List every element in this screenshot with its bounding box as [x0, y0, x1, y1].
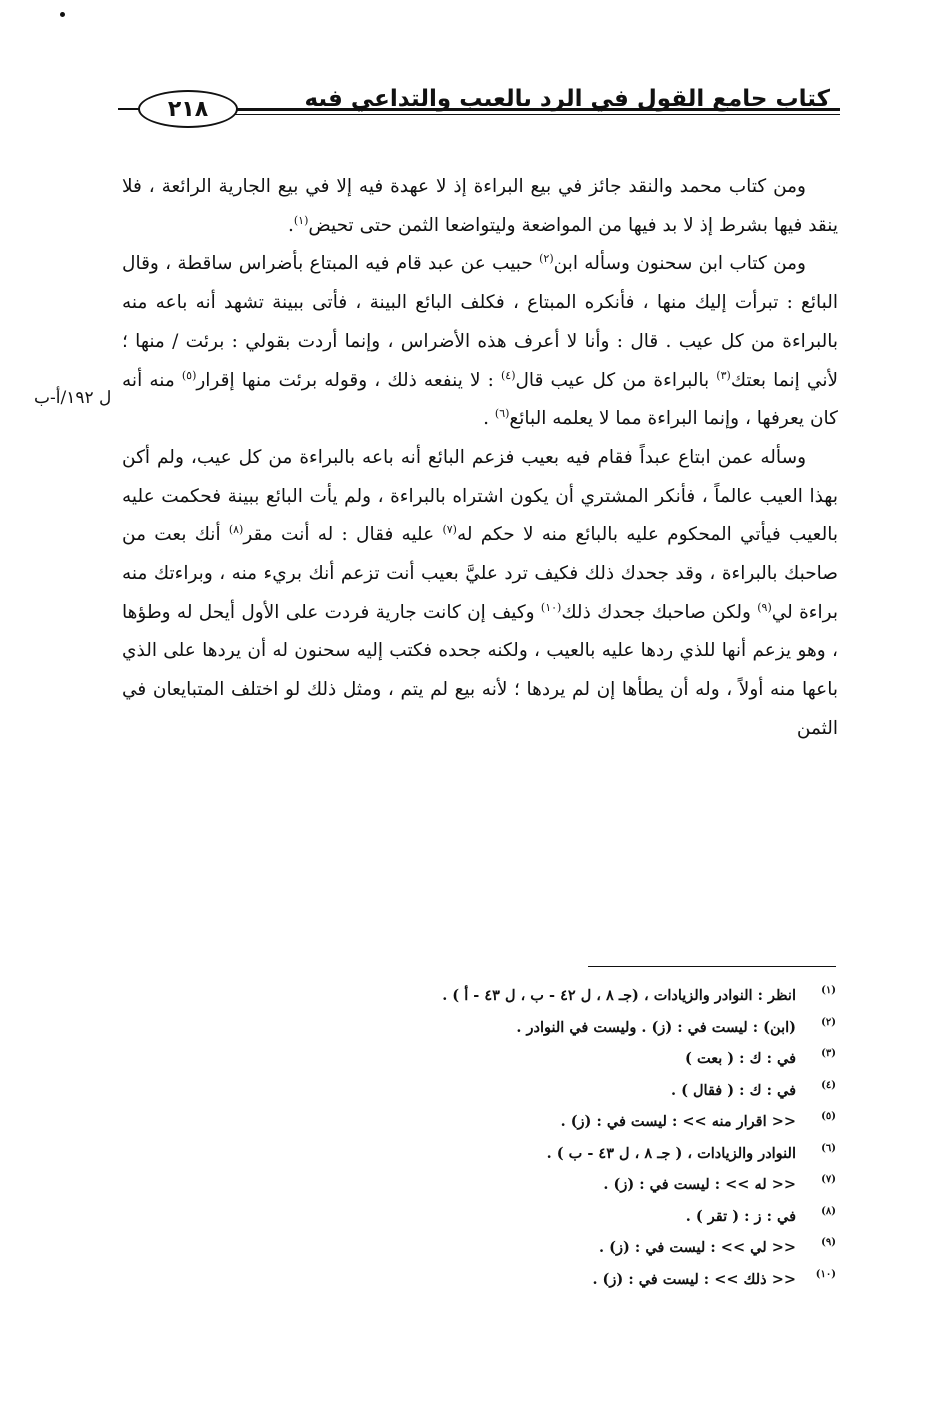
footnote-ref: (٧)	[442, 523, 457, 537]
text-run: ومن كتاب ابن سحنون وسأله ابن	[553, 253, 806, 275]
footnote-item	[200, 1201, 836, 1233]
footnote-ref: (٢)	[539, 252, 554, 266]
paragraph-1	[122, 168, 838, 245]
footnote-ref: (٨)	[228, 523, 244, 537]
page-header	[118, 82, 840, 128]
text-run: : لا ينفعه ذلك ، وقوله برئت منها إقرار	[196, 369, 501, 391]
text-run: عليه فقال : له أنت مقر	[243, 524, 443, 546]
footnote-text: النوادر والزيادات ، ( جـ ٨ ، ل ٤٣ - ب ) .	[546, 1144, 796, 1162]
footnote-ref: (٣)	[716, 368, 731, 382]
footnote-text: << لي >> : ليست في : (ز) .	[599, 1239, 796, 1256]
header-rule-thin	[213, 114, 840, 115]
footnote-item	[200, 1012, 836, 1044]
footnote-number: (٢)	[821, 1016, 836, 1028]
text-run: منه أنه كان يعرفها ، وإنما البراءة مما لا يعلمه البائع	[122, 369, 838, 430]
footnote-text: انظر : النوادر والزيادات ، (جـ ٨ ، ل ٤٢ - ب ، ل ٤٣ - أ ) .	[442, 987, 796, 1004]
footnote-ref: (٦)	[494, 407, 510, 421]
footnote-item	[200, 1232, 836, 1264]
footnote-number: (١٠)	[815, 1268, 836, 1280]
footnote-text: في : ك : ( فقال ) .	[671, 1081, 796, 1099]
footnote-text: << ذلك >> : ليست في : (ز) .	[592, 1270, 796, 1288]
footnote-number: (٦)	[821, 1142, 836, 1154]
footnote-text: << اقرار منه >> : ليست في : (ز) .	[560, 1113, 796, 1130]
footnote-ref: (١)	[293, 213, 309, 227]
footnote-item	[200, 1138, 836, 1170]
text-run: حبيب عن عبد قام فيه المبتاع بأضراس ساقطة ، وقال البائع : تبرأت إليك منها ، فأنكره المبتاع ، فكلف البائع البينة ، فأتى ببينة تشهد أنه باعه منه بالبراءة من كل عيب . قال : وأنا لا أعرف هذه الأضراس ، وإنما أردت بقولي : برئت / منها ؛ لأني إنما بعتك	[122, 253, 839, 391]
footnote-text: << له >> : ليست في : (ز) .	[603, 1176, 796, 1193]
paragraph-3	[122, 439, 838, 749]
footnote-number: (٣)	[821, 1048, 836, 1059]
text-run: .	[287, 214, 294, 236]
footnote-separator	[588, 966, 836, 967]
footnote-ref: (٩)	[757, 600, 772, 614]
header-title: كتاب جامع القول في الرد بالعيب والتداعي فيه	[304, 86, 830, 112]
page-number-oval	[138, 90, 238, 128]
page-number: ٢١٨	[167, 96, 209, 122]
paragraph-2	[122, 245, 838, 439]
footnote-item	[200, 1106, 836, 1138]
footnote-number: (٩)	[821, 1237, 836, 1248]
footnote-text: (ابن) : ليست في : (ز) . وليست في النوادر .	[516, 1018, 796, 1036]
footnote-item	[200, 1043, 836, 1075]
footnote-item	[200, 1264, 836, 1296]
footnote-number: (٨)	[821, 1205, 836, 1217]
footnotes-list	[200, 980, 836, 1295]
footnote-number: (٧)	[821, 1174, 836, 1185]
text-run: ومن كتاب محمد والنقد جائز في بيع البراءة إذ لا عهدة فيه إلا في بيع الجارية الرائعة ، فلا ينقد فيها بشرط إذ لا بد فيها من المواضعة وليتواضعا الثمن حتى تحيض	[122, 176, 838, 236]
footnote-item	[200, 1169, 836, 1201]
text-run: بالبراءة من كل عيب قال	[515, 369, 717, 391]
footnote-ref: (٥)	[181, 368, 197, 382]
margin-folio-note: ل ١٩٢/أ-ب	[34, 388, 112, 408]
text-run: أنك بعت من صاحبك بالبراءة ، وقد جحدك ذلك فكيف ترد عليَّ بعيب أنت تزعم أنك بريء منه ، وبراءتك منه براءة لي	[122, 524, 839, 623]
footnote-ref: (٤)	[500, 368, 516, 382]
text-run: وسأله عمن ابتاع عبداً فقام فيه بعيب فزعم البائع أنه باعه بالبراءة من كل عيب، ولم أكن بهذا العيب عالماً ، فأنكر المشتري أن يكون اشتراه بالبراءة ، ولم يأت البائع ببينة فحكمت عليه بالعيب فيأتي المحكوم عليه بالبائع منه لا حكم له	[122, 446, 838, 546]
footnote-number: (٤)	[821, 1079, 836, 1091]
footnote-item	[200, 1075, 836, 1107]
footnote-item	[200, 980, 836, 1012]
header-rule-thick	[213, 108, 840, 111]
footnote-ref: (١٠)	[540, 600, 562, 614]
page-dot-mark	[60, 12, 65, 17]
footnote-text: في : ز : ( تقر ) .	[685, 1207, 796, 1225]
text-run: وكيف إن كانت جارية فردت على الأول أيحل له وطؤها ، وهو يزعم أنها للذي ردها عليه بالعيب ، ولكنه جحده فكتب إليه سحنون له أن يردها على الذي باعها منه أولاً ، وله أن يطأها إن لم يردها ؛ لأنه بيع لم يتم ، ومثل ذلك لو اختلف المتبايعان في الثمن	[122, 601, 838, 739]
footnote-number: (٥)	[821, 1111, 836, 1122]
footnote-number: (١)	[821, 985, 836, 996]
main-text-body	[122, 168, 838, 749]
footnote-text: في : ك : ( بعت )	[685, 1050, 796, 1067]
text-run: .	[483, 408, 495, 430]
text-run: ولكن صاحبك جحدك ذلك	[561, 601, 758, 623]
